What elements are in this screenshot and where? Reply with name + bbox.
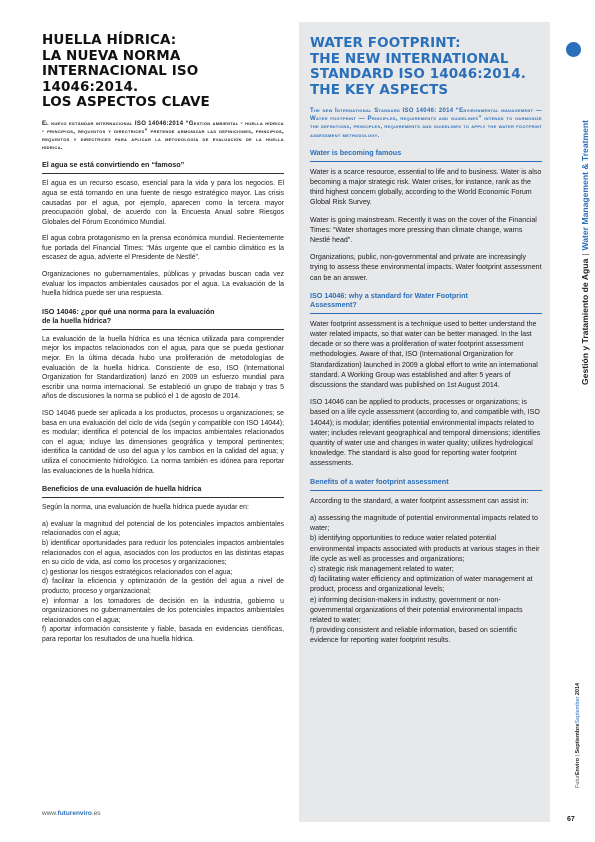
list-item: f) aportar información consistente y fiable, basada en evidencias científicas, para reportar los resultados de una huella hídrica.: [42, 626, 284, 643]
benefits-list: [42, 520, 284, 645]
spanish-column: [42, 33, 284, 651]
spanish-title: [42, 33, 284, 111]
issue-year: 2014: [575, 682, 581, 697]
url-suffix: .es: [91, 810, 101, 817]
subheading-line: ISO 14046: ¿por qué una norma para la evaluación: [42, 306, 215, 316]
list-item: b) identificar oportunidades para reducir los potenciales impactos ambientales relacionados con el agua, asociados con los productos en las distintas etapas en su ciclo de vida, así como los procesos y organizaciones;: [42, 539, 284, 567]
title-line: WATER FOOTPRINT:: [310, 35, 461, 51]
list-item: f) providing consistent and reliable information, based on scientific evidence for reporting water footprint results.: [310, 626, 518, 645]
paragraph: El agua es un recurso escaso, esencial para la vida y para los negocios. El agua se está tornando en una fuente de riesgo estratégico mayor. Las crisis causadas por el agua, por ejemplo, aparecen como la tercera mayor preocupación global, de acuerdo con la Encuesta Anual sobre Riesgos Globales del Fórum Económico Mundial.: [42, 180, 284, 226]
list-item: b) identifying opportunities to reduce water related potential environmental impacts associated with products at various stages in their life cycle as well as processes and organizations;: [310, 534, 540, 563]
title-line: INTERNACIONAL ISO 14046:2014.: [42, 63, 199, 95]
english-subheading-1: Water is becoming famous: [310, 148, 542, 162]
magazine-name-b: Enviro: [575, 758, 581, 776]
paragraph: ISO 14046 puede ser aplicada a los productos, procesos u organizaciones; se basa en una evaluación del ciclo de vida (según y compatible con ISO 14044); es modular; identifica el potencial de los impactos ambientales relacionados con el agua; incluye las dimensiones geográfica y temporal pertinentes; identifica la cantidad de uso del agua y los cambios en la calidad del agua; y utiliza el conocimiento hidrológico. La norma también es idónea para reportar las evaluaciones de la huella hídrica.: [42, 410, 284, 475]
section-label: [580, 120, 590, 385]
list-item: e) informar a los tomadores de decisión en la industria, gobierno u organizaciones no gubernamentales de los potenciales impactos ambientales relacionados con el agua;: [42, 597, 284, 624]
paragraph: Water is going mainstream. Recently it was on the cover of the Financial Times: “Water shortages more pressing than climate change, warns Nestlé head”.: [310, 215, 537, 245]
spanish-subheading-1: El agua se está convirtiendo en “famoso”: [42, 160, 284, 174]
section-label-en: Water Management & Treatment: [580, 120, 590, 251]
english-subheading-2: [310, 291, 542, 314]
paragraph: El agua cobra protagonismo en la prensa económica mundial. Recientemente fue portada del Financial Times: “Más urgente que el cambio climático es la escasez de agua, advierte el Presidente de Nestlé”.: [42, 235, 284, 262]
list-item: a) assessing the magnitude of potential environmental impacts related to water;: [310, 513, 538, 533]
subheading-line: de la huella hídrica?: [42, 315, 112, 325]
english-column-panel: [299, 22, 550, 822]
title-line: THE NEW INTERNATIONAL: [310, 50, 509, 67]
list-item: d) facilitating water efficiency and optimization of water management at product, process and organizational levels;: [310, 575, 533, 594]
subheading-line: Assessment?: [310, 299, 357, 309]
url-main: futurenviro: [57, 810, 92, 817]
benefits-list: [310, 513, 542, 646]
paragraph: According to the standard, a water footprint assessment can assist in:: [310, 496, 529, 505]
spanish-subheading-3: Beneficios de una evaluación de huella hídrica: [42, 484, 284, 498]
title-line: LA NUEVA NORMA: [42, 47, 181, 64]
list-item: c) strategic risk management related to water;: [310, 564, 454, 573]
issue-month-en: September: [575, 696, 581, 724]
section-dot-icon: [566, 42, 581, 57]
paragraph: Water footprint assessment is a technique used to better understand the water related impacts, so that water can be better managed. In the last decade or so there was a proliferation of water footprint assessment methodologies. Aware of that, ISO (International Organization for Standardization) launched in 2009 a global effort to write an international standard. A Working Group was established and after 5 years of discussions the standard was published on 1st August 2014.: [310, 319, 538, 390]
issue-month-es: Septiembre: [575, 723, 581, 754]
url-prefix: www.: [42, 810, 58, 817]
paragraph: Organizations, public, non-governmental and private are increasingly trying to assess these environmental impacts. Water footprint assessment can be an answer.: [310, 253, 542, 282]
list-item: a) evaluar la magnitud del potencial de los potenciales impactos ambientales relacionados con el agua;: [42, 520, 284, 538]
section-label-es: Gestión y Tratamiento de Agua: [580, 258, 590, 385]
list-item: c) gestionar los riesgos estratégicos relacionados con el agua;: [42, 568, 233, 576]
paragraph: Water is a scarce resource, essential to life and to business. Water is also becoming a major strategic risk. Water crises, for instance, rank as the third highest concern globally, according to the World Economic Forum Global Risk Survey.: [310, 167, 542, 207]
magazine-issue: [575, 683, 581, 788]
section-separator: |: [580, 253, 590, 256]
issue-separator: |: [575, 753, 581, 759]
title-line: HUELLA HÍDRICA:: [42, 32, 177, 48]
english-column: [310, 36, 542, 653]
spanish-subheading-2: [42, 307, 284, 330]
magazine-name-a: Futur: [575, 775, 581, 788]
spanish-lead: El nuevo estándar internacional ISO 14046:2014 “Gestión ambiental - huella hídrica - principios, requisitos y directrices” pretende armonizar las definiciones, principios, requisitos y directrices para aplicar la metodología de evaluación de la huella hídrica.: [42, 120, 284, 152]
paragraph: Organizaciones no gubernamentales, públicas y privadas buscan cada vez evaluar los impactos ambientales causados por el agua. La evaluación de la huella hídrica puede ser una respuesta.: [42, 271, 284, 298]
title-line: STANDARD ISO 14046:2014.: [310, 66, 526, 82]
page-number: 67: [567, 816, 575, 823]
paragraph: Según la norma, una evaluación de huella hídrica puede ayudar en:: [42, 504, 249, 512]
list-item: e) informing decision-makers in industry, government or non-governmental organizations of their potential environmental impacts related to water;: [310, 595, 523, 624]
subheading-line: ISO 14046: why a standard for Water Footprint: [310, 290, 468, 300]
english-subheading-3: Benefits of a water footprint assessment: [310, 477, 542, 491]
title-line: THE KEY ASPECTS: [310, 81, 449, 98]
title-line: LOS ASPECTOS CLAVE: [42, 94, 210, 110]
english-lead: The new International Standard ISO 14046: 2014 “Environmental management — Water footprint — Principles, requirements and guidelines” intends to harmonize the definitions, principles, requirements and guidelines to apply the water footprint assessment methodology.: [310, 108, 542, 139]
paragraph: ISO 14046 can be applied to products, processes or organizations; is based on a life cycle assessment (according to, and compatible with, ISO 14044); is modular; identifies potential environmental impacts related to water; includes relevant geographical and temporal dimensions; identifies quantity of water use and changes in water quality; utilizes hydrological knowledge. The standard is also good for reporting water footprint assessments.: [310, 398, 541, 468]
english-title: [310, 36, 542, 98]
website-link[interactable]: [42, 810, 101, 817]
paragraph: La evaluación de la huella hídrica es una técnica utilizada para comprender mejor los impactos relacionados con el agua, para que se pueda gestionar mejor. En la última década hubo una proliferación de metodologías de evaluación de la huella hídrica. Consciente de eso, ISO (International Organization for Standardization) lanzó en 2009 un esfuerzo mundial para escribir una norma internacional. Se estableció un grupo de trabajo y tras 5 años de discusiones la norma se publicó el 1 de agosto de 2014.: [42, 335, 284, 401]
list-item: d) facilitar la eficiencia y optimización de la gestión del agua a nivel de producto, proceso y organizacional;: [42, 578, 284, 595]
